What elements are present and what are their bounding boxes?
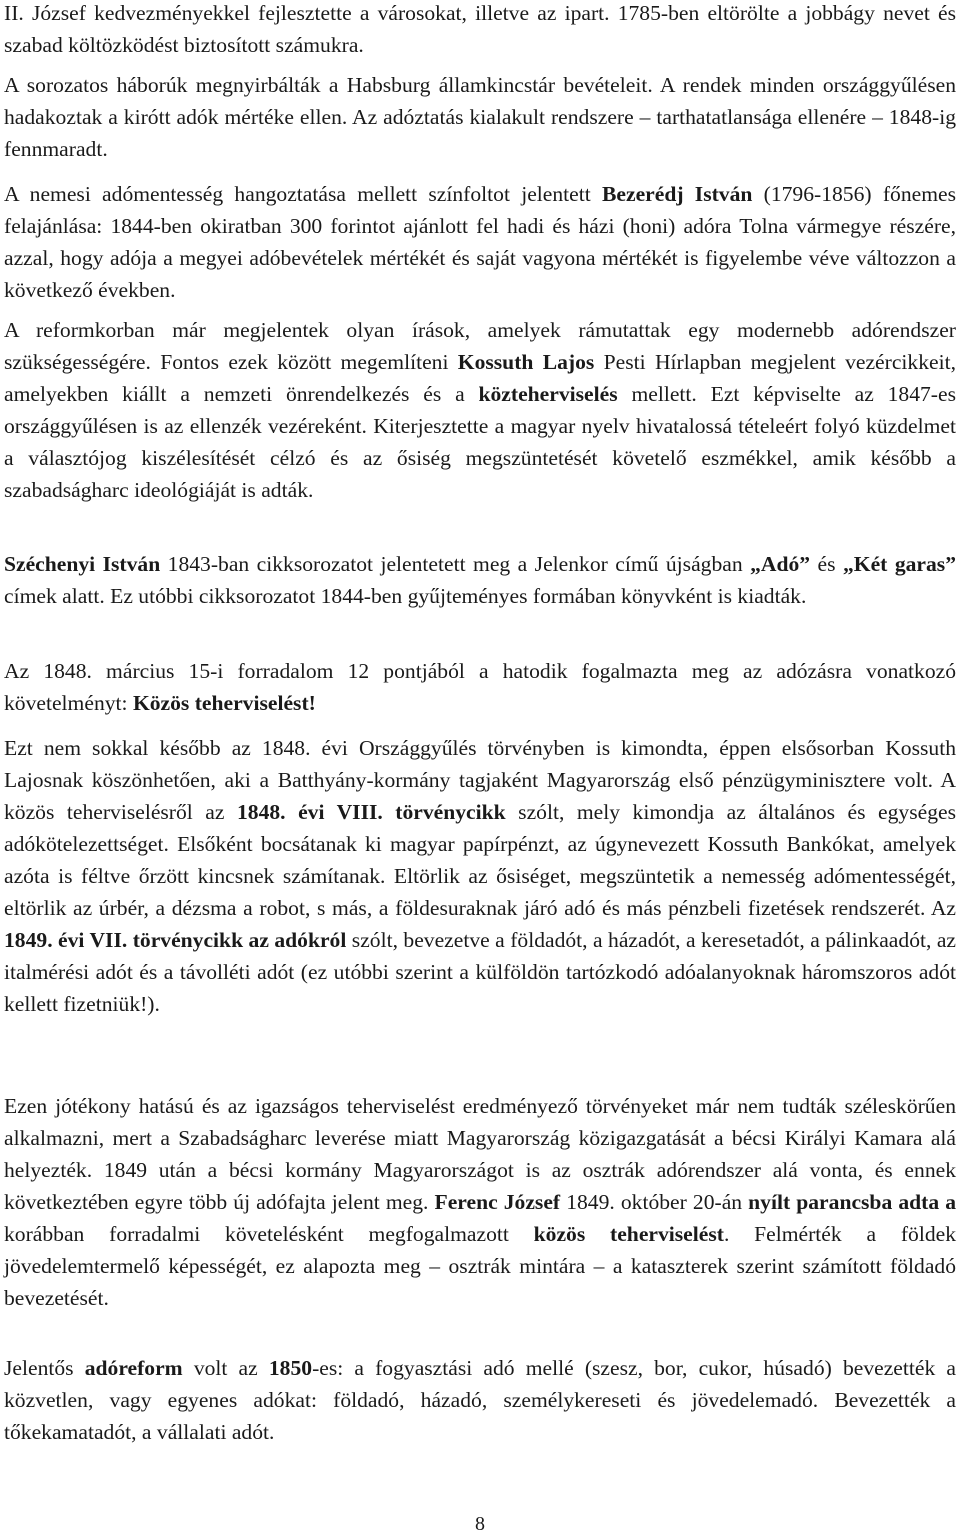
text-run: 1843-ban cikksorozatot jelentetett meg a Jelenkor című újságban: [160, 552, 751, 576]
bold-text: 1849. évi VII. törvénycikk az adókról: [4, 928, 347, 952]
paragraph: [4, 655, 956, 719]
bold-text: közös teherviselést: [533, 1222, 724, 1246]
paragraph: [4, 732, 956, 1020]
text-run: A nemesi adómentesség hangoztatása mellett színfoltot jelentett: [4, 182, 603, 206]
bold-text: Bezerédj István: [602, 182, 753, 206]
bold-text: 1848. évi VIII. törvénycikk: [236, 800, 506, 824]
text-run: volt az: [182, 1356, 269, 1380]
text-run: -es: a fogyasztási adó mellé (szesz, bor, cukor, húsadó) bevezették a közvetlen, vagy egyenes adókat: földadó, házadó, személykereseti és jövedelemadó. Bevezették a tőkekamatadót, a vállalati adót.: [4, 1356, 956, 1444]
text-run: szólt, mely kimondja az általános és egységes adókötelezettséget. Elsőként bocsátanak ki magyar papírpénzt, az úgynevezett Kossuth Bankókat, amelyek azóta is féltve őrzött kincsnek számítanak. Eltörlik az ősiséget, megszüntetik a nemesség adómentességét, eltörlik az úrbér, a dézsma a robot, s más, a földesuraknak járó adó és más pénzbeli fizetések rendszerét. Az: [4, 800, 956, 920]
bold-text: 1850: [268, 1356, 313, 1380]
paragraph: [4, 0, 956, 61]
text-run: címek alatt. Ez utóbbi cikksorozatot 1844-ben gyűjteményes formában könyvként is kiadták.: [4, 584, 807, 608]
text-run: 1849. október 20-án: [560, 1190, 749, 1214]
text-run: szólt, bevezetve a földadót, a házadót, a keresetadót, a pálinkaadót, az italmérési adót és a távolléti adót (ez utóbbi szerint a külföldön tartózkodó adóalanyoknak háromszoros adót kellett fizetniük!).: [4, 928, 956, 1016]
bold-text: „Két garas”: [843, 552, 956, 576]
page-number: 8: [475, 1513, 485, 1535]
bold-text: nyílt parancsba adta a: [748, 1190, 957, 1214]
paragraph: [4, 1090, 956, 1314]
text-run: mellett. Ezt képviselte az 1847-es országgyűlésen is az ellenzék vezéreként. Kiterjesztette a magyar nyelv hivatalossá tételeért folyó küzdelmet a választójog kiszélesítését célzó és az ősiség megszüntetését követelő eszmékkel, amik később a szabadságharc ideológiáját is adták.: [4, 382, 956, 502]
paragraph: [4, 69, 956, 165]
text-run: és: [810, 552, 843, 576]
paragraph: [4, 314, 956, 506]
text-run: Jelentős: [4, 1356, 85, 1380]
bold-text: adóreform: [84, 1356, 183, 1380]
bold-text: közteherviselés: [478, 382, 618, 406]
paragraph: [4, 1352, 956, 1448]
bold-text: „Adó”: [750, 552, 811, 576]
text-run: Az 1848. március 15-i forradalom 12 pontjából a hatodik fogalmazta meg az adózásra vonatkozó követelményt:: [4, 659, 956, 715]
text-run: Ezen jótékony hatású és az igazságos teherviselést eredményező törvényeket már nem tudták széleskörűen alkalmazni, mert a Szabadságharc leverése miatt Magyarország közigazgatását a bécsi Királyi Kamara alá helyezték. 1849 után a bécsi kormány Magyarországot is az osztrák adórendszer alá vonta, és ennek következtében egyre több új adófajta jelent meg.: [4, 1094, 956, 1214]
text-run: A reformkorban már megjelentek olyan írások, amelyek rámutattak egy modernebb adórendszer szükségességére. Fontos ezek között megemlíteni: [4, 318, 956, 374]
text-run: (1796-1856) főnemes felajánlása: 1844-ben okiratban 300 forintot ajánlott fel hadi és házi (honi) adóra Tolna vármegye részére, azzal, hogy adója a megyei adóbevételek mértékét és saját vagyona mértékét is figyelembe véve változzon a következő években.: [4, 182, 956, 302]
text-run: . Felmérték a földek jövedelemtermelő képességét, ez alapozta meg – osztrák mintára – a kataszterek szerint számított földadó bevezetését.: [4, 1222, 957, 1310]
text-run: Ezt nem sokkal később az 1848. évi Országgyűlés törvényben is kimondta, éppen elsősorban Kossuth Lajosnak köszönhetően, aki a Batthyány-kormány tagjaként Magyarország első pénzügyminisztere volt. A közös teherviselésről az: [4, 736, 956, 824]
bold-text: Széchenyi István: [4, 552, 161, 576]
text-run: Pesti Hírlapban megjelent vezércikkeit, amelyekben kiállt a nemzeti önrendelkezés és a: [4, 350, 956, 406]
bold-text: Ferenc József: [434, 1190, 561, 1214]
text-run: II. József kedvezményekkel fejlesztette a városokat, illetve az ipart. 1785-ben eltörölte a jobbágy nevet és szabad költözködést biztosított számukra.: [4, 1, 956, 57]
paragraph: [4, 548, 956, 612]
text-run: korábban forradalmi követelésként megfogalmazott: [4, 1222, 534, 1246]
paragraph: [4, 178, 956, 306]
text-run: A sorozatos háborúk megnyirbálták a Habsburg államkincstár bevételeit. A rendek minden országgyűlésen hadakoztak a kirótt adók mértéke ellen. Az adóztatás kialakult rendszere – tarthatatlansága ellenére – 1848-ig fennmaradt.: [4, 73, 956, 161]
bold-text: Kossuth Lajos: [457, 350, 595, 374]
bold-text: Közös teherviselést!: [132, 691, 316, 715]
